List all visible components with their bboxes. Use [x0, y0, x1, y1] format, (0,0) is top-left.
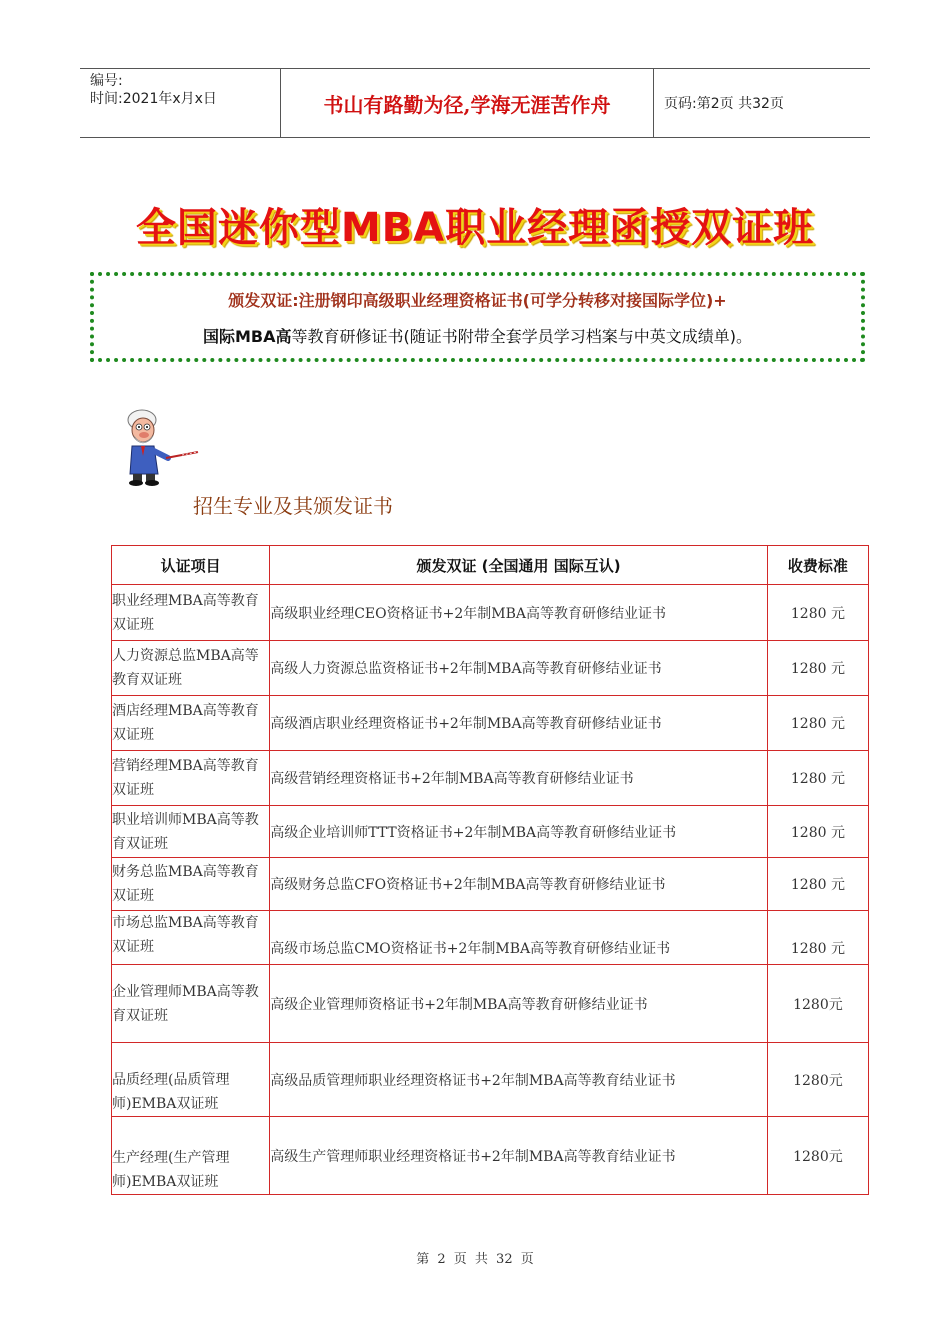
certs-cell: 高级生产管理师职业经理资格证书+2年制MBA高等教育结业证书	[270, 1117, 768, 1195]
certs-cell: 高级职业经理CEO资格证书+2年制MBA高等教育研修结业证书	[270, 585, 768, 641]
program-cell: 企业管理师MBA高等教育双证班	[112, 965, 270, 1043]
page-footer: 第 2 页 共 32 页	[416, 1252, 534, 1267]
certs-cell: 高级营销经理资格证书+2年制MBA高等教育研修结业证书	[270, 751, 768, 806]
program-cell: 人力资源总监MBA高等教育双证班	[112, 641, 270, 696]
table-row	[112, 965, 869, 1043]
fee-cell: 1280 元	[767, 806, 868, 858]
time-label: 时间:2021年x月x日	[90, 91, 217, 107]
program-cell: 职业培训师MBA高等教育双证班	[112, 806, 270, 858]
fee-cell: 1280 元	[767, 585, 868, 641]
fee-cell: 1280 元	[767, 858, 868, 911]
certs-cell: 高级酒店职业经理资格证书+2年制MBA高等教育研修结业证书	[270, 696, 768, 751]
table-header-row	[112, 546, 869, 585]
table-row	[112, 585, 869, 641]
program-cell: 生产经理(生产管理师)EMBA双证班	[112, 1117, 270, 1195]
table-row	[112, 751, 869, 806]
header-program: 认证项目	[112, 546, 270, 585]
certs-cell: 高级企业管理师资格证书+2年制MBA高等教育研修结业证书	[270, 965, 768, 1043]
program-cell: 财务总监MBA高等教育双证班	[112, 858, 270, 911]
fee-cell: 1280元	[767, 1117, 868, 1195]
cert-line-1: 颁发双证:注册钢印高级职业经理资格证书(可学分转移对接国际学位)+	[228, 291, 727, 310]
fee-cell: 1280 元	[767, 911, 868, 965]
certs-cell: 高级财务总监CFO资格证书+2年制MBA高等教育研修结业证书	[270, 858, 768, 911]
fee-cell: 1280 元	[767, 696, 868, 751]
program-cell: 品质经理(品质管理师)EMBA双证班	[112, 1043, 270, 1117]
header-motto: 书山有路勤为径,学海无涯苦作舟	[281, 69, 654, 137]
page-header	[80, 68, 870, 138]
fee-cell: 1280 元	[767, 751, 868, 806]
table-row	[112, 641, 869, 696]
cert-line-2	[94, 324, 861, 347]
document-title: 全国迷你型MBA职业经理函授双证班	[135, 205, 815, 251]
header-page-info: 页码:第2页 共32页	[664, 96, 784, 112]
fee-cell: 1280 元	[767, 641, 868, 696]
table-row	[112, 696, 869, 751]
table-row	[112, 806, 869, 858]
header-certs: 颁发双证 (全国通用 国际互认)	[270, 546, 768, 585]
certificate-box	[90, 272, 865, 362]
program-cell: 营销经理MBA高等教育双证班	[112, 751, 270, 806]
certs-cell: 高级品质管理师职业经理资格证书+2年制MBA高等教育结业证书	[270, 1043, 768, 1117]
certs-cell: 高级市场总监CMO资格证书+2年制MBA高等教育研修结业证书	[270, 911, 768, 965]
program-cell: 市场总监MBA高等教育双证班	[112, 911, 270, 965]
header-meta	[80, 69, 281, 137]
table-row	[112, 1117, 869, 1195]
section-title: 招生专业及其颁发证书	[193, 494, 393, 518]
cert-line-2-rest: 等教育研修证书(随证书附带全套学员学习档案与中英文成绩单)。	[291, 327, 752, 346]
fee-cell: 1280元	[767, 1043, 868, 1117]
header-fee: 收费标准	[767, 546, 868, 585]
cert-line-2-bold: 国际MBA高	[202, 327, 292, 346]
programs-table	[111, 545, 869, 1195]
table-row	[112, 858, 869, 911]
program-cell: 职业经理MBA高等教育双证班	[112, 585, 270, 641]
fee-cell: 1280元	[767, 965, 868, 1043]
program-cell: 酒店经理MBA高等教育双证班	[112, 696, 270, 751]
table-row	[112, 911, 869, 965]
number-label: 编号:	[90, 73, 123, 89]
table-row	[112, 1043, 869, 1117]
certs-cell: 高级人力资源总监资格证书+2年制MBA高等教育研修结业证书	[270, 641, 768, 696]
certs-cell: 高级企业培训师TTT资格证书+2年制MBA高等教育研修结业证书	[270, 806, 768, 858]
professor-pointer-icon	[122, 408, 200, 486]
